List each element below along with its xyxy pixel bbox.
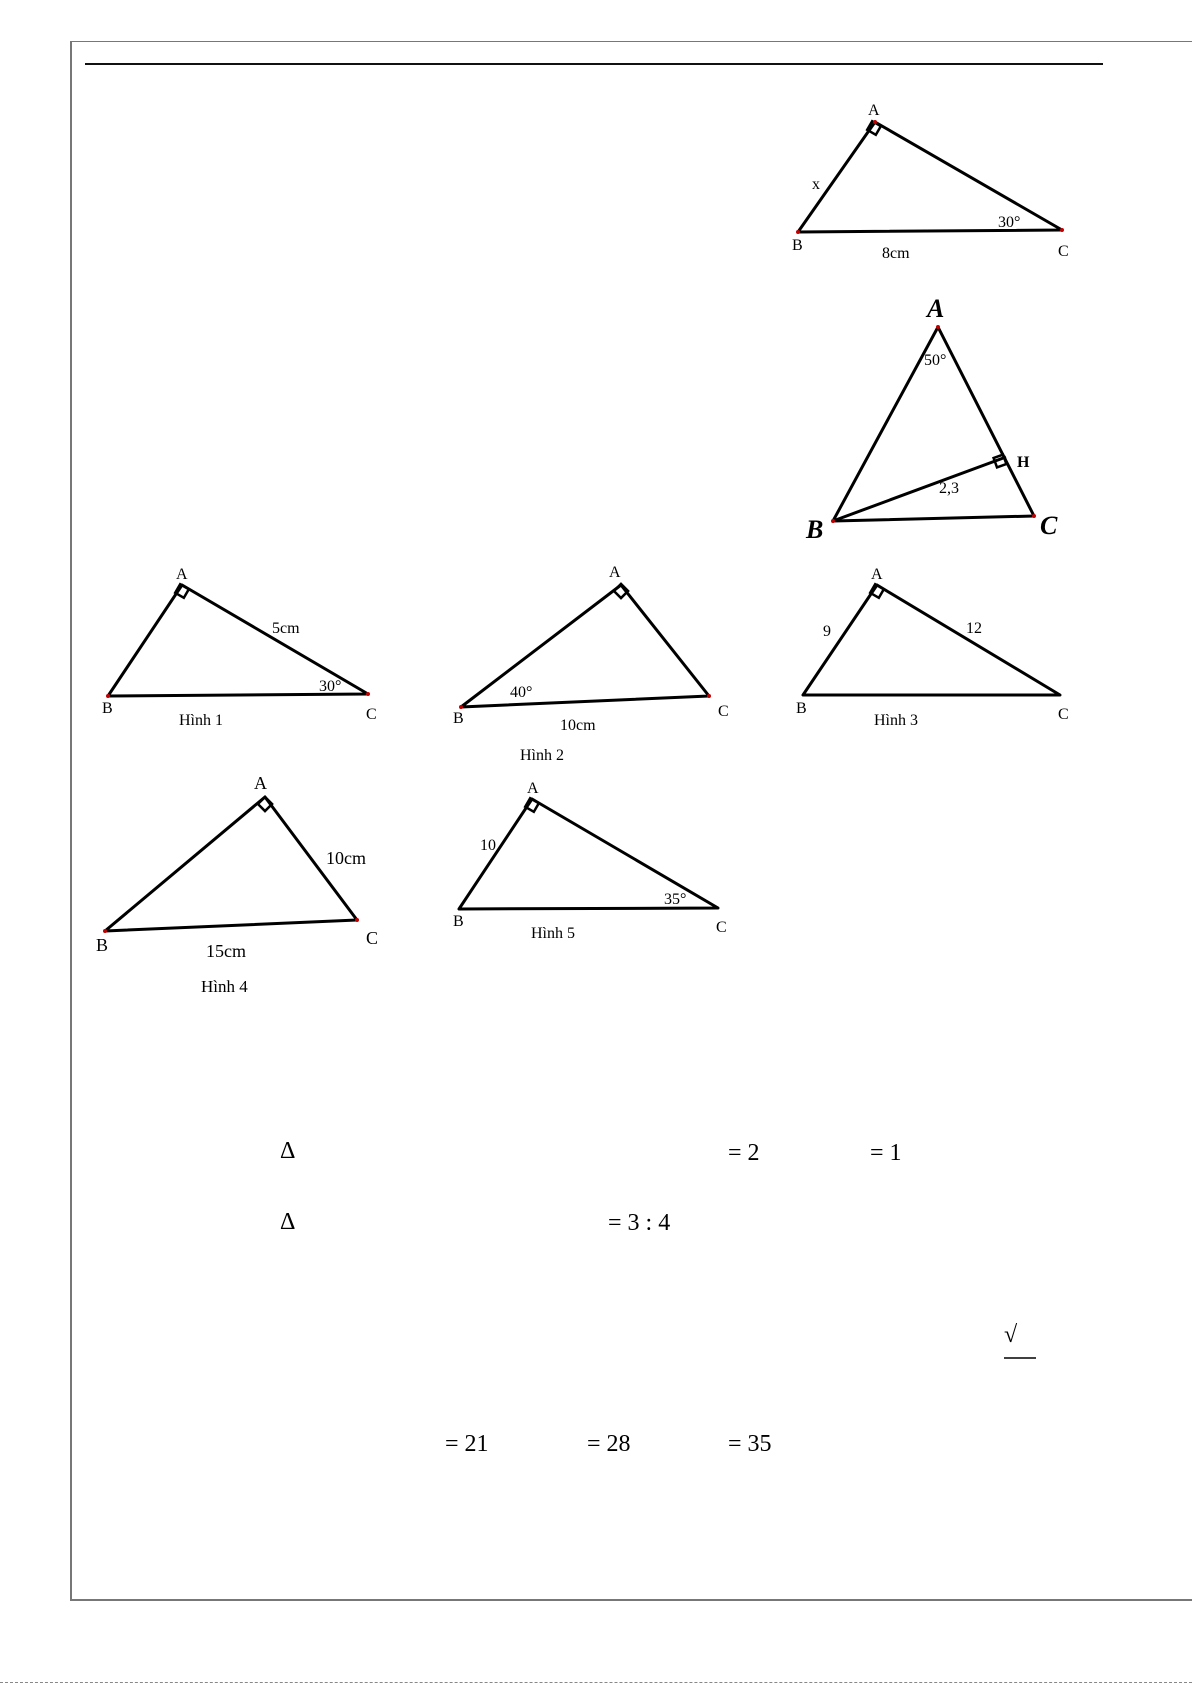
caption-hinh3: Hình 3 bbox=[874, 712, 918, 729]
label-side-bh: 2,3 bbox=[939, 480, 959, 497]
label-vertex-a: A bbox=[609, 564, 621, 581]
label-vertex-c: C bbox=[1040, 511, 1058, 540]
label-angle-c: 35° bbox=[664, 891, 687, 908]
label-vertex-c: C bbox=[1058, 706, 1069, 723]
triangle-top bbox=[798, 122, 1062, 232]
label-angle-b: 40° bbox=[510, 684, 533, 701]
right-angle-marker bbox=[994, 455, 1007, 468]
equation-value-35: = 35 bbox=[728, 1431, 772, 1457]
label-vertex-h: H bbox=[1017, 454, 1030, 471]
label-vertex-c: C bbox=[366, 706, 377, 723]
label-vertex-b: B bbox=[96, 935, 109, 955]
label-side-ac: 10cm bbox=[326, 848, 366, 868]
triangle-hinh4 bbox=[105, 797, 357, 931]
equation-value-1: = 1 bbox=[870, 1140, 902, 1166]
label-angle-c: 30° bbox=[998, 214, 1021, 231]
caption-hinh1: Hình 1 bbox=[179, 712, 223, 729]
caption-hinh2: Hình 2 bbox=[520, 747, 564, 764]
caption-hinh5: Hình 5 bbox=[531, 925, 575, 942]
label-vertex-b: B bbox=[796, 700, 807, 717]
caption-hinh4: Hình 4 bbox=[201, 977, 248, 996]
equation-ratio: = 3 : 4 bbox=[608, 1210, 671, 1236]
label-vertex-a: A bbox=[176, 566, 188, 583]
label-vertex-c: C bbox=[718, 703, 729, 720]
equation-value-21: = 21 bbox=[445, 1431, 489, 1457]
label-vertex-b: B bbox=[453, 710, 464, 727]
bottom-rule bbox=[0, 1682, 1192, 1683]
label-vertex-a: A bbox=[871, 566, 883, 583]
label-vertex-a: A bbox=[927, 294, 945, 323]
label-vertex-b: B bbox=[792, 237, 803, 254]
label-angle-a: 50° bbox=[924, 352, 947, 369]
equation-value-2: = 2 bbox=[728, 1140, 760, 1166]
altitude-bh bbox=[833, 457, 1006, 521]
label-vertex-c: C bbox=[366, 928, 379, 948]
triangle-hinh2 bbox=[461, 585, 709, 707]
label-side-ac: 12 bbox=[966, 620, 982, 637]
label-vertex-b: B bbox=[453, 913, 464, 930]
label-side-x: x bbox=[812, 176, 820, 193]
label-vertex-a: A bbox=[868, 102, 880, 119]
label-side-ab: 9 bbox=[823, 623, 831, 640]
label-side-ac: 5cm bbox=[272, 620, 300, 637]
label-vertex-a: A bbox=[254, 773, 267, 793]
label-side-bc: 15cm bbox=[206, 941, 246, 961]
label-vertex-b: B bbox=[806, 515, 824, 544]
label-vertex-b: B bbox=[102, 700, 113, 717]
equation-value-28: = 28 bbox=[587, 1431, 631, 1457]
sqrt-symbol: √ bbox=[1004, 1322, 1018, 1348]
delta-symbol-1: Δ bbox=[280, 1138, 296, 1164]
label-vertex-c: C bbox=[716, 919, 727, 936]
label-side-bc: 8cm bbox=[882, 245, 910, 262]
label-angle-c: 30° bbox=[319, 678, 342, 695]
label-vertex-a: A bbox=[527, 780, 539, 797]
delta-symbol-2: Δ bbox=[280, 1209, 296, 1235]
label-side-bc: 10cm bbox=[560, 717, 596, 734]
label-vertex-c: C bbox=[1058, 243, 1069, 260]
triangle-hinh3 bbox=[803, 585, 1060, 695]
label-side-ab: 10 bbox=[480, 837, 496, 854]
